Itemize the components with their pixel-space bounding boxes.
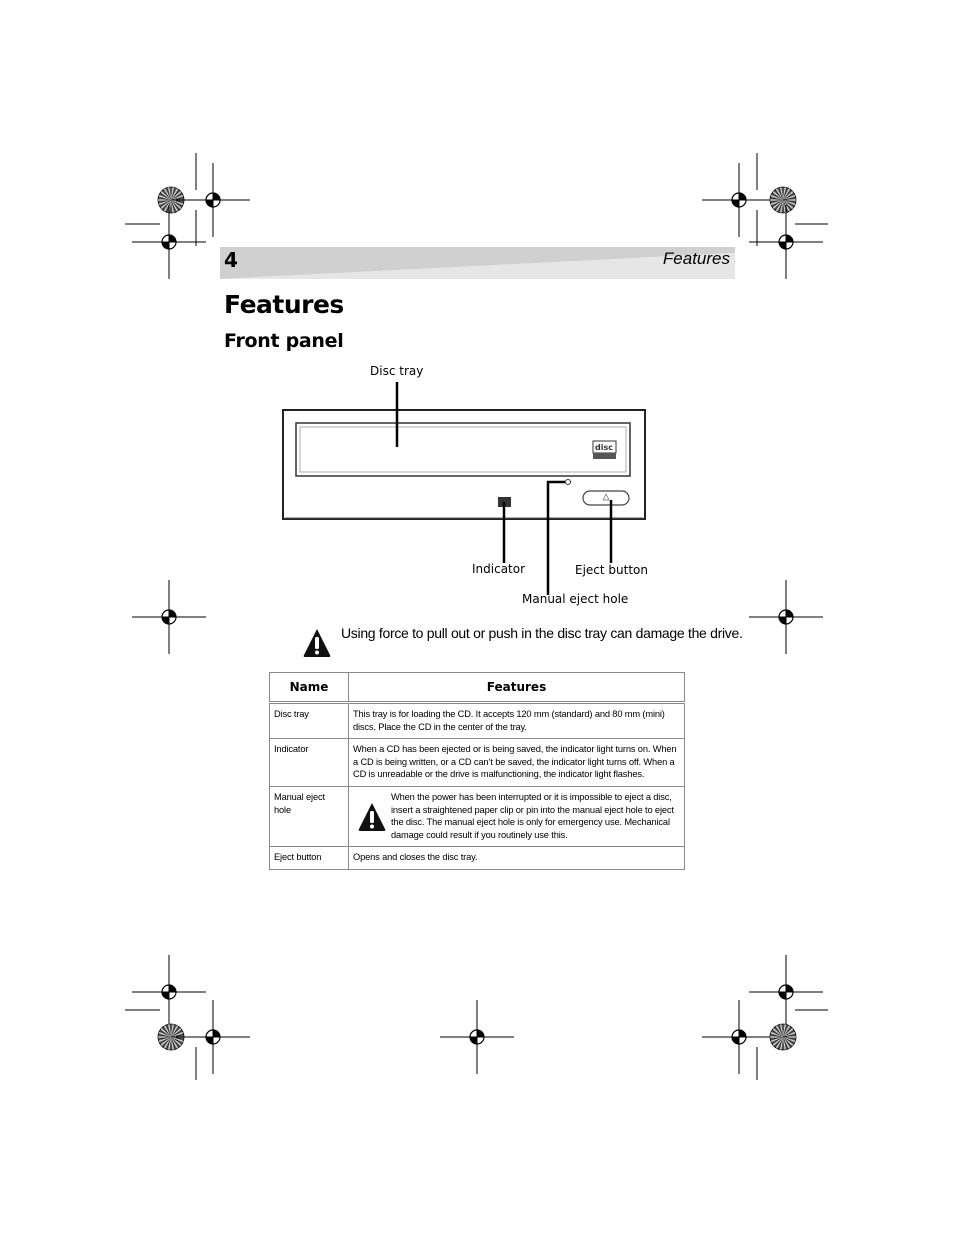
registration-cross-icon (749, 955, 823, 1029)
page-number: 4 (224, 248, 238, 272)
row-name: Indicator (270, 739, 349, 787)
registration-cross-icon (702, 1000, 776, 1074)
registration-cross-icon (132, 955, 206, 1029)
registration-star-icon (770, 187, 796, 213)
registration-cross-icon (176, 1000, 250, 1074)
registration-cross-icon (132, 580, 206, 654)
row-name: Eject button (270, 847, 349, 870)
registration-cross-icon (440, 1000, 514, 1074)
registration-star-icon (770, 1024, 796, 1050)
registration-cross-icon (749, 205, 823, 279)
section-title: Front panel (224, 330, 344, 352)
callout-eject-button: Eject button (575, 563, 648, 577)
svg-text:disc: disc (595, 443, 613, 452)
warning-text: Using force to pull out or push in the disc tray can damage the drive. (341, 625, 743, 641)
running-head: Features (662, 249, 730, 268)
registration-cross-icon (132, 205, 206, 279)
row-feature: Opens and closes the disc tray. (349, 847, 685, 870)
column-header-name: Name (270, 673, 349, 703)
registration-cross-icon (702, 163, 776, 237)
page-title: Features (224, 290, 344, 319)
registration-cross-icon (749, 580, 823, 654)
callout-disc-tray: Disc tray (370, 364, 424, 378)
callout-manual-eject-hole: Manual eject hole (522, 592, 629, 606)
callout-indicator: Indicator (472, 562, 526, 576)
column-header-features: Features (349, 673, 685, 703)
row-feature: This tray is for loading the CD. It accepts 120 mm (standard) and 80 mm (mini) discs. Place the CD in the center of the tray. (349, 703, 685, 739)
row-name: Manual eject hole (270, 786, 349, 846)
row-feature: When the power has been interrupted or it is impossible to eject a disc, insert a straightened paper clip or pin into the manual eject hole to eject the disc. The manual eject hole is only for emergency use. Mechanical damage could result if you routinely use this. (391, 791, 674, 840)
registration-cross-icon (176, 163, 250, 237)
row-feature: When a CD has been ejected or is being saved, the indicator light turns on. When a CD is being written, or a CD can’t be saved, the indicator light turns off. When a CD is unreadable or the drive is malfunctioning, the indicator light flashes. (349, 739, 685, 787)
row-name: Disc tray (270, 703, 349, 739)
